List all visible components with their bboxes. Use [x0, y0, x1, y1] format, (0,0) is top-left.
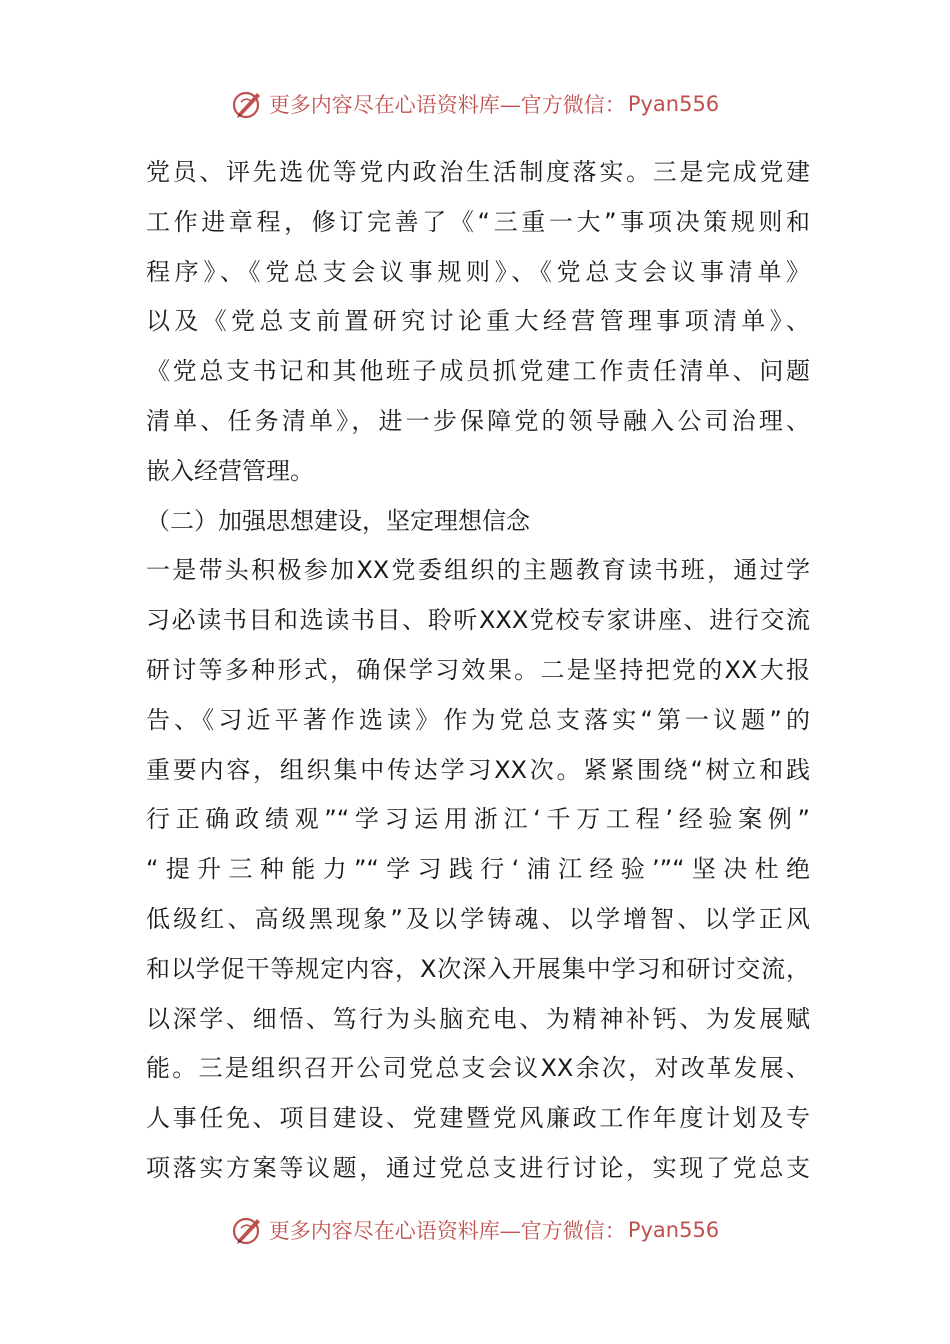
- header-watermark: [0, 84, 950, 124]
- text-line: 习必读书目和选读书目、聆听XXX党校专家讲座、进行交流: [146, 606, 810, 635]
- text-line: 项落实方案等议题，通过党总支进行讨论，实现了党总支: [146, 1153, 810, 1182]
- text-line: 行正确政绩观”“学习运用浙江‘千万工程’经验案例”: [146, 805, 810, 834]
- text-line: “提升三种能力”“学习践行‘浦江经验’”“坚决杜绝: [146, 855, 810, 884]
- text-line: 研讨等多种形式，确保学习效果。二是坚持把党的XX大报: [146, 655, 810, 684]
- text-line: 人事任免、项目建设、党建暨党风廉政工作年度计划及专: [146, 1104, 810, 1133]
- watermark-wechat-id: Pyan556: [627, 92, 720, 116]
- text-line: 以及《党总支前置研究讨论重大经营管理事项清单》、: [146, 307, 810, 336]
- watermark-text: 更多内容尽在心语资料库—官方微信：: [268, 93, 626, 117]
- text-line: 告、《习近平著作选读》作为党总支落实“第一议题”的: [146, 705, 810, 734]
- footer-watermark: [0, 1210, 950, 1250]
- text-line: 低级红、高级黑现象”及以学铸魂、以学增智、以学正风: [146, 904, 810, 933]
- text-line: 程序》、《党总支会议事规则》、《党总支会议事清单》: [146, 257, 810, 286]
- text-line: 党员、评先选优等党内政治生活制度落实。三是完成党建: [146, 158, 810, 186]
- pen-logo-icon: [231, 1213, 265, 1247]
- text-line: 和以学促干等规定内容，X次深入开展集中学习和研讨交流，: [146, 954, 810, 983]
- text-line: 清单、任务清单》，进一步保障党的领导融入公司治理、: [146, 406, 810, 435]
- text-line: 嵌入经营管理。: [146, 456, 314, 485]
- text-line: 重要内容，组织集中传达学习XX次。紧紧围绕“树立和践: [146, 755, 810, 784]
- watermark-text: 更多内容尽在心语资料库—官方微信：: [268, 1219, 626, 1243]
- watermark-wechat-id: Pyan556: [627, 1218, 720, 1242]
- document-body: [146, 148, 810, 1194]
- text-line: 能。三是组织召开公司党总支会议XX余次，对改革发展、: [146, 1054, 810, 1083]
- text-line: 工作进章程，修订完善了《“三重一大”事项决策规则和: [146, 207, 810, 236]
- pen-logo-icon: [231, 87, 265, 121]
- text-line: 一是带头积极参加XX党委组织的主题教育读书班，通过学: [146, 556, 810, 585]
- text-line: 以深学、细悟、笃行为头脑充电、为精神补钙、为发展赋: [146, 1004, 810, 1033]
- section-heading: （二）加强思想建设，坚定理想信念: [146, 506, 530, 535]
- text-line: 《党总支书记和其他班子成员抓党建工作责任清单、问题: [146, 357, 810, 386]
